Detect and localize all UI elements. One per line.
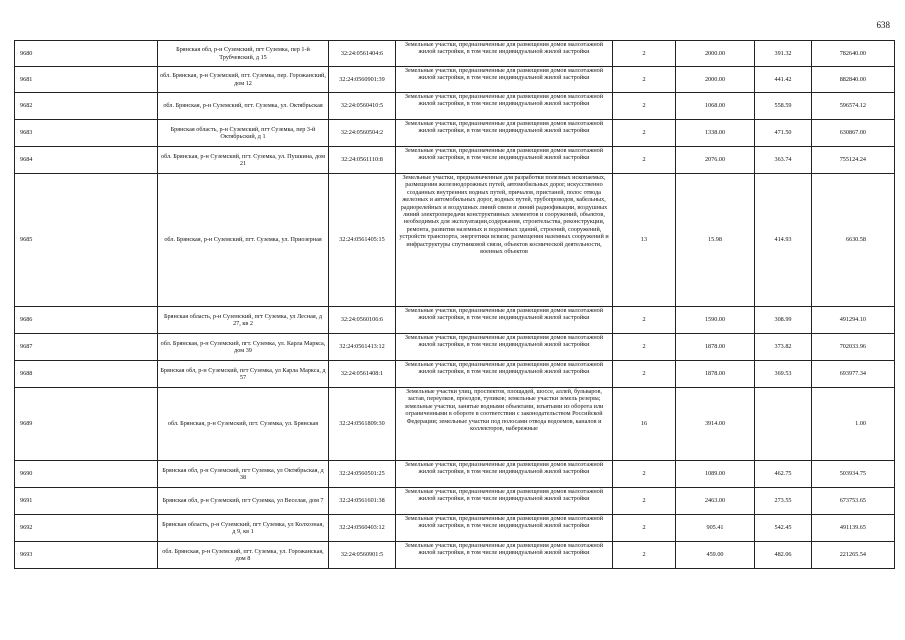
address-cell: обл. Брянская, р-н Суземский, пгт. Суземка, ул. Пушкина, дом 21 — [158, 147, 329, 174]
address-cell: Брянская область, р-н Суземский, пгт Суземка, пер 3-й Октябрьский, д 1 — [158, 120, 329, 147]
row-number: 9682 — [15, 93, 158, 120]
area-cell: 3914.00 — [676, 388, 755, 461]
row-number: 9686 — [15, 307, 158, 334]
address-cell: Брянская обл, р-н Суземский, пгт Суземка, пер 1-й Трубчевский, д 15 — [158, 41, 329, 67]
land-use-code-cell: 13 — [613, 174, 676, 307]
table-row — [15, 515, 895, 542]
cadastral-value-cell: 702033.96 — [812, 334, 895, 361]
land-use-cell: Земельные участки, предназначенные для размещения домов малоэтажной жилой застройки, в том числе индивидуальной жилой застройки — [396, 41, 613, 67]
address-cell: Брянская область, р-н Суземский, пгт Суземка, ул Колхозная, д 9, кв 1 — [158, 515, 329, 542]
cadastral-number-cell: 32:24:0561405:15 — [329, 174, 396, 307]
table-row — [15, 361, 895, 388]
land-use-cell: Земельные участки, предназначенные для размещения домов малоэтажной жилой застройки, в том числе индивидуальной жилой застройки — [396, 461, 613, 488]
cadastral-value-cell: 673753.65 — [812, 488, 895, 515]
row-number: 9692 — [15, 515, 158, 542]
specific-value-cell: 369.53 — [755, 361, 812, 388]
land-use-cell: Земельные участки, предназначенные для размещения домов малоэтажной жилой застройки, в том числе индивидуальной жилой застройки — [396, 120, 613, 147]
specific-value-cell: 441.42 — [755, 67, 812, 93]
cadastral-value-cell: 1.00 — [812, 388, 895, 461]
land-use-code-cell: 2 — [613, 41, 676, 67]
row-number: 9684 — [15, 147, 158, 174]
specific-value-cell: 558.59 — [755, 93, 812, 120]
land-use-cell: Земельные участки, предназначенные для размещения домов малоэтажной жилой застройки, в том числе индивидуальной жилой застройки — [396, 307, 613, 334]
cadastral-value-table — [14, 40, 895, 569]
page-number: 638 — [876, 20, 890, 30]
land-use-code-cell: 16 — [613, 388, 676, 461]
land-use-code-cell: 2 — [613, 542, 676, 569]
area-cell: 2076.00 — [676, 147, 755, 174]
table-row — [15, 67, 895, 93]
row-number: 9685 — [15, 174, 158, 307]
land-use-code-cell: 2 — [613, 120, 676, 147]
cadastral-number-cell: 32:24:0560901:39 — [329, 67, 396, 93]
area-cell: 2000.00 — [676, 41, 755, 67]
land-use-cell: Земельные участки, предназначенные для размещения домов малоэтажной жилой застройки, в том числе индивидуальной жилой застройки — [396, 488, 613, 515]
address-cell: обл. Брянская, р-н Суземский, пгт. Суземка, ул. Брянская — [158, 388, 329, 461]
cadastral-number-cell: 32:24:0560410:5 — [329, 93, 396, 120]
cadastral-value-cell: 491294.10 — [812, 307, 895, 334]
area-cell: 1878.00 — [676, 334, 755, 361]
land-use-cell: Земельные участки, предназначенные для разработки полезных ископаемых, размещения железнодорожных путей, автомобильных дорог, искусственно созданных внутренних водных путей, причалов, пристаней, полос отвода железных и автомобильных дорог, водных путей, трубопроводов, кабельных, радиорелейных и воздушных линий связи и линий радиофикации, воздушных линий электропередачи конструктивных элементов и сооружений, объектов, необходимых для эксплуатации,содержания, строительства, реконструкции, ремонта, развития наземных и подземных зданий, строений, сооружений, устройств транспорта, энергетики всвязи; размещения наземных сооружений и инфраструктуры спутниковой связи, объектов космической деятельности, военных объектов — [396, 174, 613, 307]
area-cell: 905.41 — [676, 515, 755, 542]
land-use-cell: Земельные участки, предназначенные для размещения домов малоэтажной жилой застройки, в том числе индивидуальной жилой застройки — [396, 542, 613, 569]
cadastral-value-cell: 782640.00 — [812, 41, 895, 67]
row-number: 9681 — [15, 67, 158, 93]
address-cell: Брянская область, р-н Суземский, пгт Суземка, ул Лесная, д 27, кв 2 — [158, 307, 329, 334]
cadastral-value-cell: 630867.00 — [812, 120, 895, 147]
row-number: 9691 — [15, 488, 158, 515]
specific-value-cell: 414.93 — [755, 174, 812, 307]
cadastral-value-cell: 882840.00 — [812, 67, 895, 93]
cadastral-number-cell: 32:24:0561809:30 — [329, 388, 396, 461]
table-row — [15, 461, 895, 488]
area-cell: 2000.00 — [676, 67, 755, 93]
address-cell: Брянская обл, р-н Суземский, пгт Суземка, ул Карла Маркса, д 57 — [158, 361, 329, 388]
land-use-cell: Земельные участки, предназначенные для размещения домов малоэтажной жилой застройки, в том числе индивидуальной жилой застройки — [396, 334, 613, 361]
specific-value-cell: 542.45 — [755, 515, 812, 542]
cadastral-value-cell: 503934.75 — [812, 461, 895, 488]
specific-value-cell: 273.55 — [755, 488, 812, 515]
address-cell: обл. Брянская, р-н Суземский, пгт. Суземка, пер. Горожанский, дом 12 — [158, 67, 329, 93]
table-row — [15, 334, 895, 361]
land-use-code-cell: 2 — [613, 361, 676, 388]
land-use-code-cell: 2 — [613, 307, 676, 334]
specific-value-cell: 462.75 — [755, 461, 812, 488]
specific-value-cell: 363.74 — [755, 147, 812, 174]
specific-value-cell: 391.32 — [755, 41, 812, 67]
table-row — [15, 388, 895, 461]
table-row — [15, 174, 895, 307]
cadastral-value-cell: 491139.65 — [812, 515, 895, 542]
row-number: 9690 — [15, 461, 158, 488]
row-number: 9680 — [15, 41, 158, 67]
area-cell: 1089.00 — [676, 461, 755, 488]
cadastral-value-cell: 755124.24 — [812, 147, 895, 174]
specific-value-cell: 373.82 — [755, 334, 812, 361]
table-row — [15, 488, 895, 515]
specific-value-cell: 308.99 — [755, 307, 812, 334]
area-cell: 459.00 — [676, 542, 755, 569]
cadastral-value-cell: 693977.34 — [812, 361, 895, 388]
table-row — [15, 120, 895, 147]
land-use-cell: Земельные участки, предназначенные для размещения домов малоэтажной жилой застройки, в том числе индивидуальной жилой застройки — [396, 147, 613, 174]
land-use-code-cell: 2 — [613, 515, 676, 542]
specific-value-cell — [755, 388, 812, 461]
address-cell: обл. Брянская, р-н Суземский, пгт. Суземка, ул. Карла Маркса, дом 39 — [158, 334, 329, 361]
cadastral-number-cell: 32:24:0560403:12 — [329, 515, 396, 542]
table-row — [15, 41, 895, 67]
land-use-cell: Земельные участки, предназначенные для размещения домов малоэтажной жилой застройки, в том числе индивидуальной жилой застройки — [396, 361, 613, 388]
specific-value-cell: 471.50 — [755, 120, 812, 147]
area-cell: 1590.00 — [676, 307, 755, 334]
cadastral-number-cell: 32:24:0561110:8 — [329, 147, 396, 174]
cadastral-value-cell: 6630.58 — [812, 174, 895, 307]
land-use-code-cell: 2 — [613, 334, 676, 361]
cadastral-number-cell: 32:24:0561601:38 — [329, 488, 396, 515]
land-use-code-cell: 2 — [613, 93, 676, 120]
table-row — [15, 542, 895, 569]
table-row — [15, 93, 895, 120]
table-row — [15, 147, 895, 174]
cadastral-value-cell: 221265.54 — [812, 542, 895, 569]
row-number: 9689 — [15, 388, 158, 461]
area-cell: 1878.00 — [676, 361, 755, 388]
cadastral-number-cell: 32:24:0560901:5 — [329, 542, 396, 569]
row-number: 9687 — [15, 334, 158, 361]
cadastral-number-cell: 32:24:0560106:6 — [329, 307, 396, 334]
land-use-code-cell: 2 — [613, 461, 676, 488]
cadastral-number-cell: 32:24:0561413:12 — [329, 334, 396, 361]
cadastral-number-cell: 32:24:0560501:25 — [329, 461, 396, 488]
area-cell: 2463.00 — [676, 488, 755, 515]
land-use-cell: Земельные участки, предназначенные для размещения домов малоэтажной жилой застройки, в том числе индивидуальной жилой застройки — [396, 93, 613, 120]
row-number: 9683 — [15, 120, 158, 147]
cadastral-value-cell: 596574.12 — [812, 93, 895, 120]
land-use-cell: Земельные участки, предназначенные для размещения домов малоэтажной жилой застройки, в том числе индивидуальной жилой застройки — [396, 515, 613, 542]
land-use-cell: Земельные участки улиц, проспектов, площадей, шоссе, аллей, бульваров, застав, переулков, проездов, тупиков; земельные участки земель резерва; земельные участки, занятые водными объектами, изъятыми из оборота или ограниченными в обороте в соответствии с законодательством Российской Федерации; земельные участки под полосами отвода водоемов, каналов и коллекторов, набережные — [396, 388, 613, 461]
address-cell: Брянская обл, р-н Суземский, пгт Суземка, ул Октябрьская, д 38 — [158, 461, 329, 488]
land-use-code-cell: 2 — [613, 147, 676, 174]
address-cell: обл. Брянская, р-н Суземский, пгт. Суземка, ул. Приозерная — [158, 174, 329, 307]
area-cell: 1338.00 — [676, 120, 755, 147]
row-number: 9688 — [15, 361, 158, 388]
address-cell: обл. Брянская, р-н Суземский, пгт. Суземка, ул. Октябрьская — [158, 93, 329, 120]
area-cell: 1068.00 — [676, 93, 755, 120]
cadastral-number-cell: 32:24:0561408:1 — [329, 361, 396, 388]
table-row — [15, 307, 895, 334]
specific-value-cell: 482.06 — [755, 542, 812, 569]
land-use-code-cell: 2 — [613, 488, 676, 515]
cadastral-number-cell: 32:24:0561404:6 — [329, 41, 396, 67]
address-cell: Брянская обл, р-н Суземский, пгт Суземка, ул Веселая, дом 7 — [158, 488, 329, 515]
cadastral-number-cell: 32:24:0560504:2 — [329, 120, 396, 147]
area-cell: 15.98 — [676, 174, 755, 307]
land-use-cell: Земельные участки, предназначенные для размещения домов малоэтажной жилой застройки, в том числе индивидуальной жилой застройки — [396, 67, 613, 93]
address-cell: обл. Брянская, р-н Суземский, пгт. Суземка, ул. Горожанская, дом 8 — [158, 542, 329, 569]
row-number: 9693 — [15, 542, 158, 569]
land-use-code-cell: 2 — [613, 67, 676, 93]
